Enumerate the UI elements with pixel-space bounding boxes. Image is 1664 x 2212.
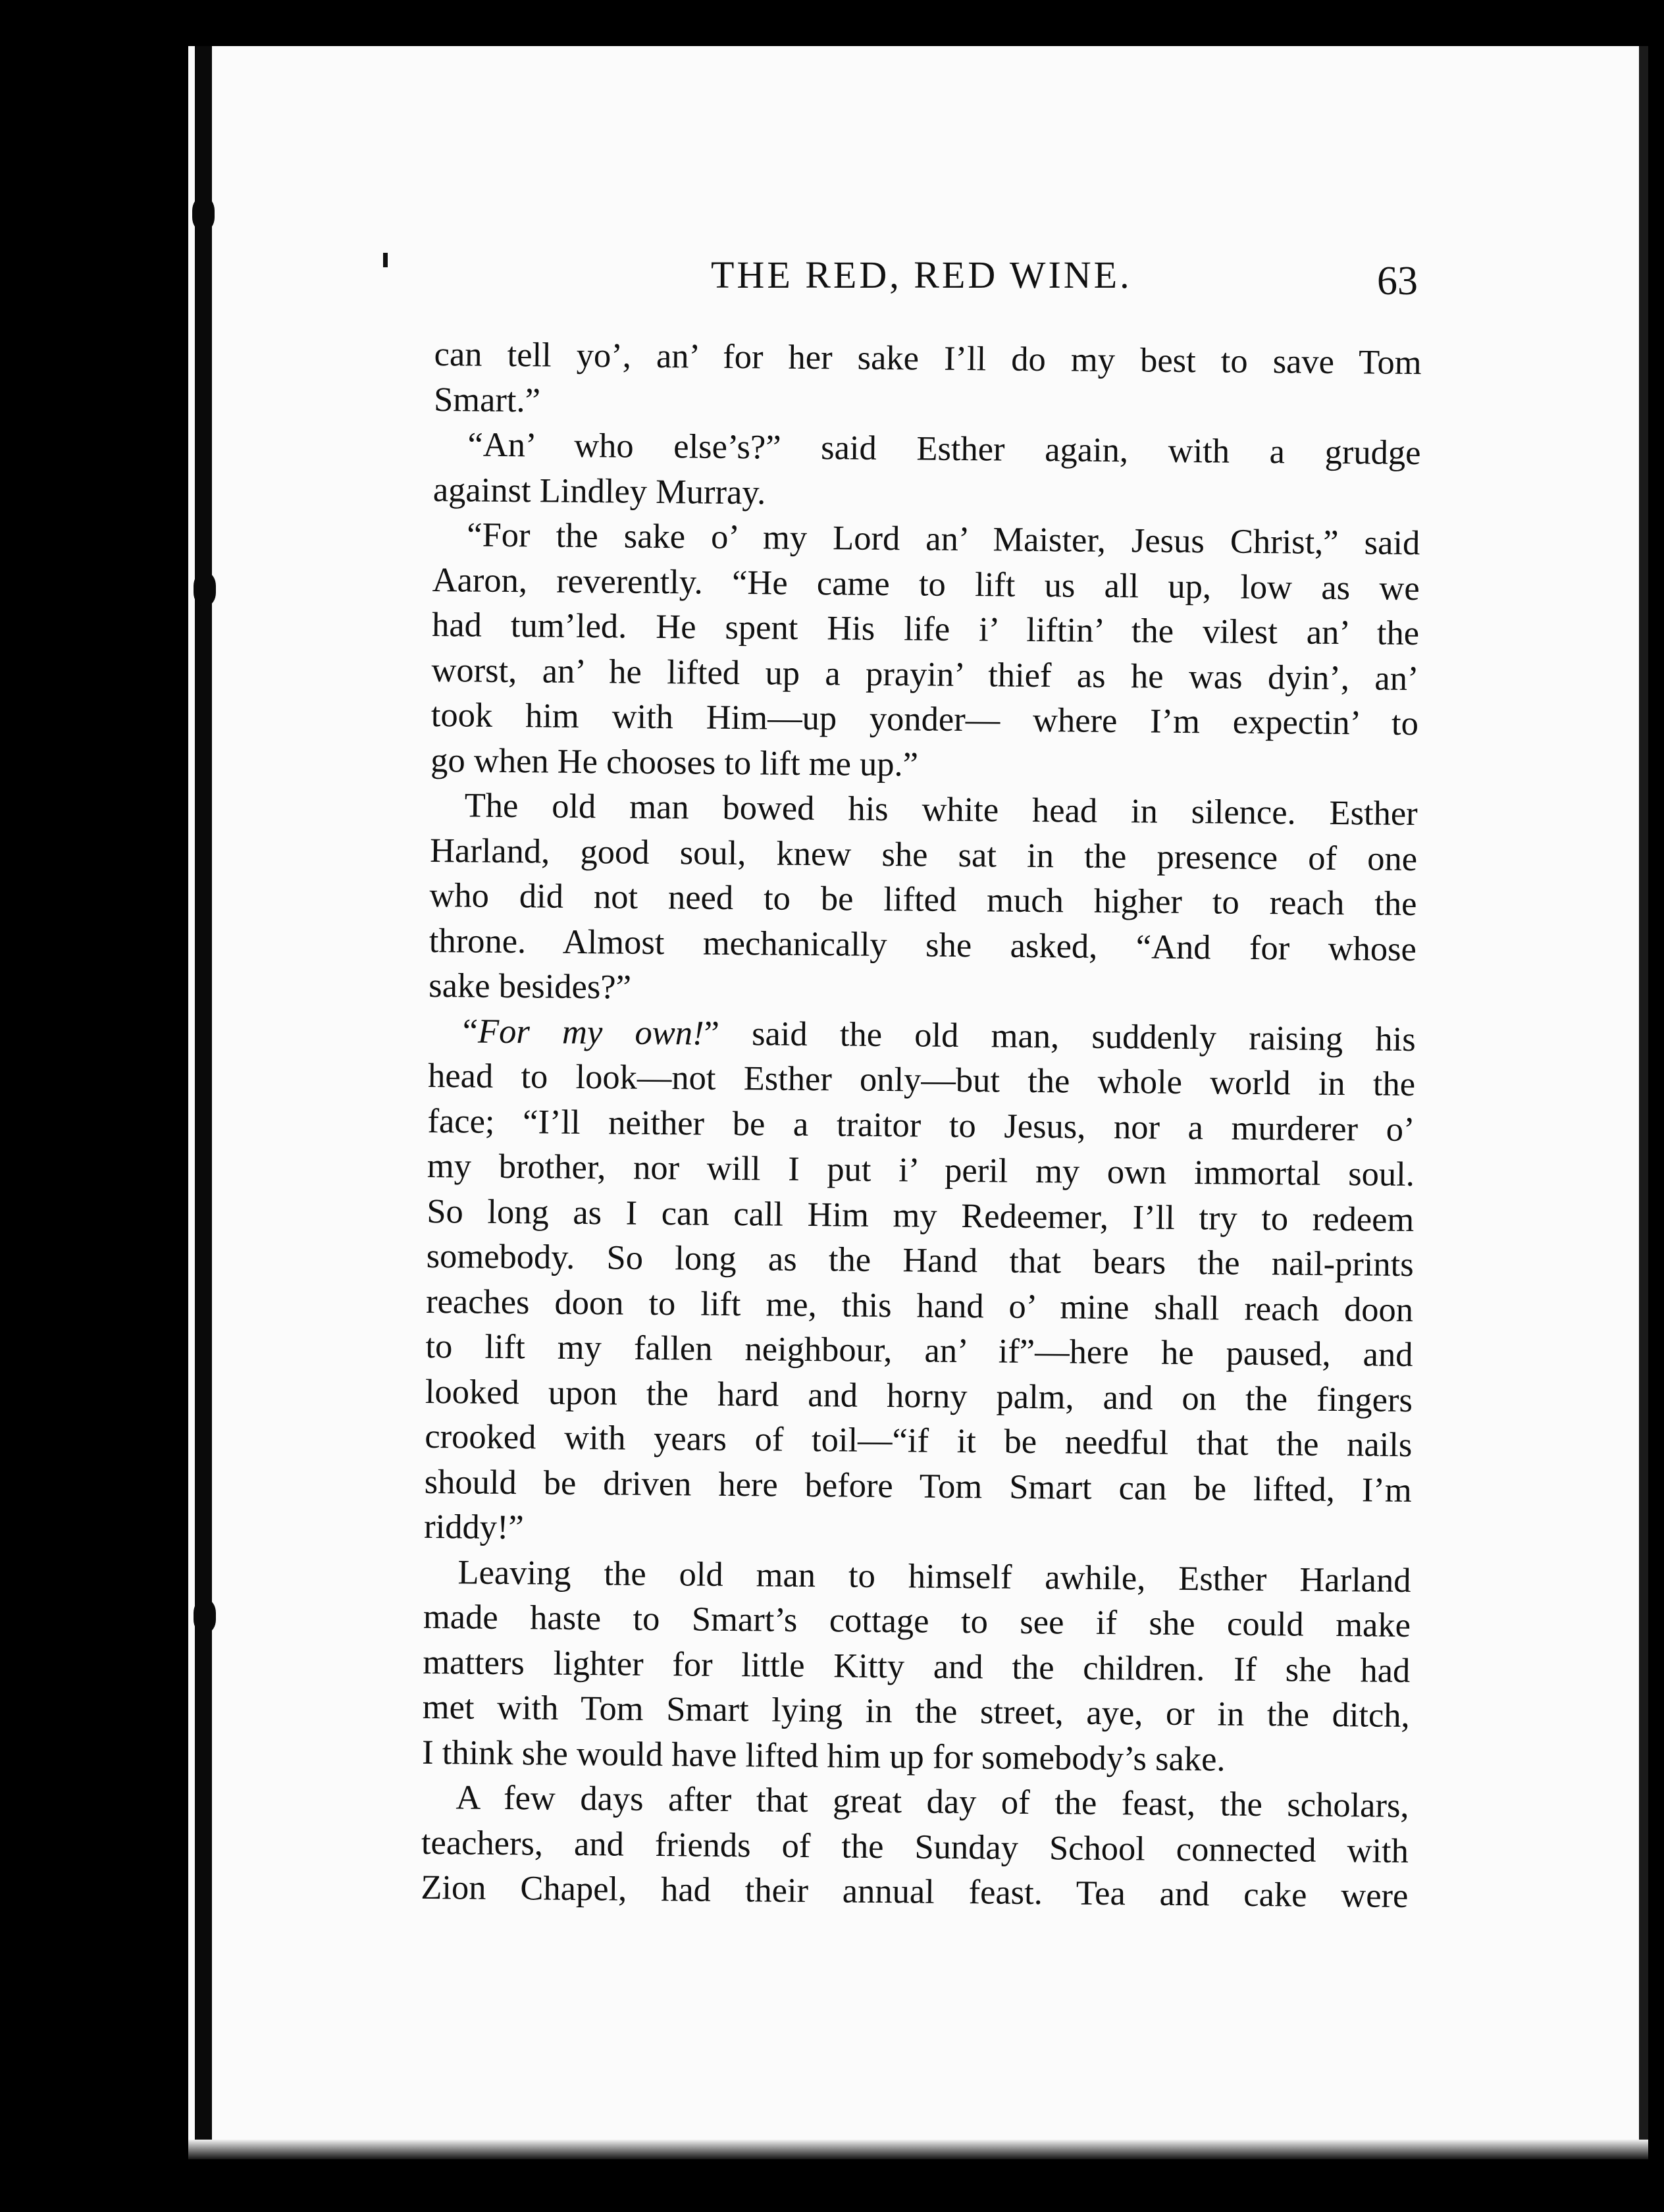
- text-line: Leaving the old man to himself awhile, Esther Harland: [457, 1552, 1411, 1600]
- text-line: sake besides?”: [429, 966, 632, 1007]
- text-line: matters lighter for little Kitty and the children. If she had: [423, 1643, 1411, 1690]
- text-line: somebody. So long as the Hand that bears the nail-prints: [426, 1236, 1414, 1284]
- text-line: Harland, good soul, knew she sat in the presence of one: [429, 831, 1418, 878]
- ink-speck: [383, 253, 388, 267]
- text-line: my brother, nor will I put i’ peril my own immortal soul.: [427, 1146, 1415, 1194]
- text-line: crooked with years of toil—“if it be needful that the nails: [425, 1417, 1413, 1465]
- paragraph: [424, 1008, 1416, 1558]
- text-line: had tum’led. He spent His life i’ liftin’ the vilest an’ the: [431, 605, 1420, 653]
- paragraph: [434, 332, 1422, 431]
- running-title: THE RED, RED WINE.: [711, 253, 1132, 296]
- text-line: throne. Almost mechanically she asked, “And for whose: [429, 921, 1417, 968]
- body-text: [421, 332, 1422, 1918]
- text-line: “An’ who else’s?” said Esther again, with a grudge: [467, 425, 1421, 473]
- text-line: face; “I’ll neither be a traitor to Jesus, nor a murderer o’: [427, 1101, 1415, 1149]
- open-quote: “: [462, 1011, 479, 1051]
- paragraph: [421, 1775, 1409, 1919]
- page-bottom-edge: [188, 2140, 1648, 2159]
- text-line: “For the sake o’ my Lord an’ Maister, Jesus Christ,” said: [467, 515, 1420, 563]
- text-line: to lift my fallen neighbour, an’ if”—here he paused, and: [425, 1327, 1413, 1375]
- text-line: go when He chooses to lift me up.”: [430, 741, 919, 783]
- text-line: took him with Him—up yonder— where I’m expectin’ to: [430, 695, 1419, 743]
- text-line: teachers, and friends of the Sunday School connected with: [421, 1823, 1409, 1870]
- text-line: who did not need to be lifted much higher to reach the: [429, 876, 1417, 924]
- binding-mark: [194, 573, 216, 606]
- paragraph: [430, 512, 1420, 791]
- text-line: I think she would have lifted him up for somebody’s sake.: [421, 1733, 1226, 1779]
- text-line: A few days after that great day of the feast, the scholars,: [455, 1778, 1409, 1826]
- text-line: should be driven here before Tom Smart can be lifted, I’m: [424, 1462, 1412, 1510]
- text-line: met with Tom Smart lying in the street, aye, or in the ditch,: [422, 1687, 1410, 1735]
- binding-mark: [192, 198, 215, 230]
- text-line: head to look—not Esther only—but the whole world in the: [427, 1056, 1416, 1104]
- text-line: reaches doon to lift me, this hand o’ mine shall reach doon: [425, 1282, 1414, 1329]
- line-rest: ” said the old man, suddenly raising his: [704, 1014, 1416, 1059]
- text-line: So long as I can call Him my Redeemer, I’ll try to redeem: [427, 1192, 1415, 1239]
- text-line: [428, 1008, 1416, 1062]
- page-binding-edge: [195, 46, 212, 2140]
- running-head: [434, 253, 1422, 305]
- text-line: worst, an’ he lifted up a prayin’ thief as he was dyin’, an’: [431, 650, 1419, 698]
- page-number: 63: [1377, 259, 1418, 303]
- paragraph: [422, 1549, 1411, 1783]
- italic-phrase: For my own!: [477, 1012, 704, 1053]
- text-line: Smart.”: [433, 380, 541, 419]
- paragraph: [429, 783, 1418, 1017]
- text-line: Zion Chapel, had their annual feast. Tea and cake were: [421, 1868, 1409, 1915]
- text-line: The old man bowed his white head in silence. Esther: [464, 786, 1418, 833]
- text-line: riddy!”: [423, 1507, 525, 1547]
- text-line: made haste to Smart’s cottage to see if she could make: [423, 1597, 1411, 1645]
- paragraph: [433, 422, 1421, 521]
- binding-mark: [194, 1600, 216, 1633]
- text-line: against Lindley Murray.: [432, 470, 766, 512]
- text-line: Aaron, reverently. “He came to lift us all up, low as we: [432, 560, 1420, 608]
- text-line: can tell yo’, an’ for her sake I’ll do my best to save Tom: [434, 334, 1422, 382]
- text-line: looked upon the hard and horny palm, and on the fingers: [425, 1372, 1413, 1419]
